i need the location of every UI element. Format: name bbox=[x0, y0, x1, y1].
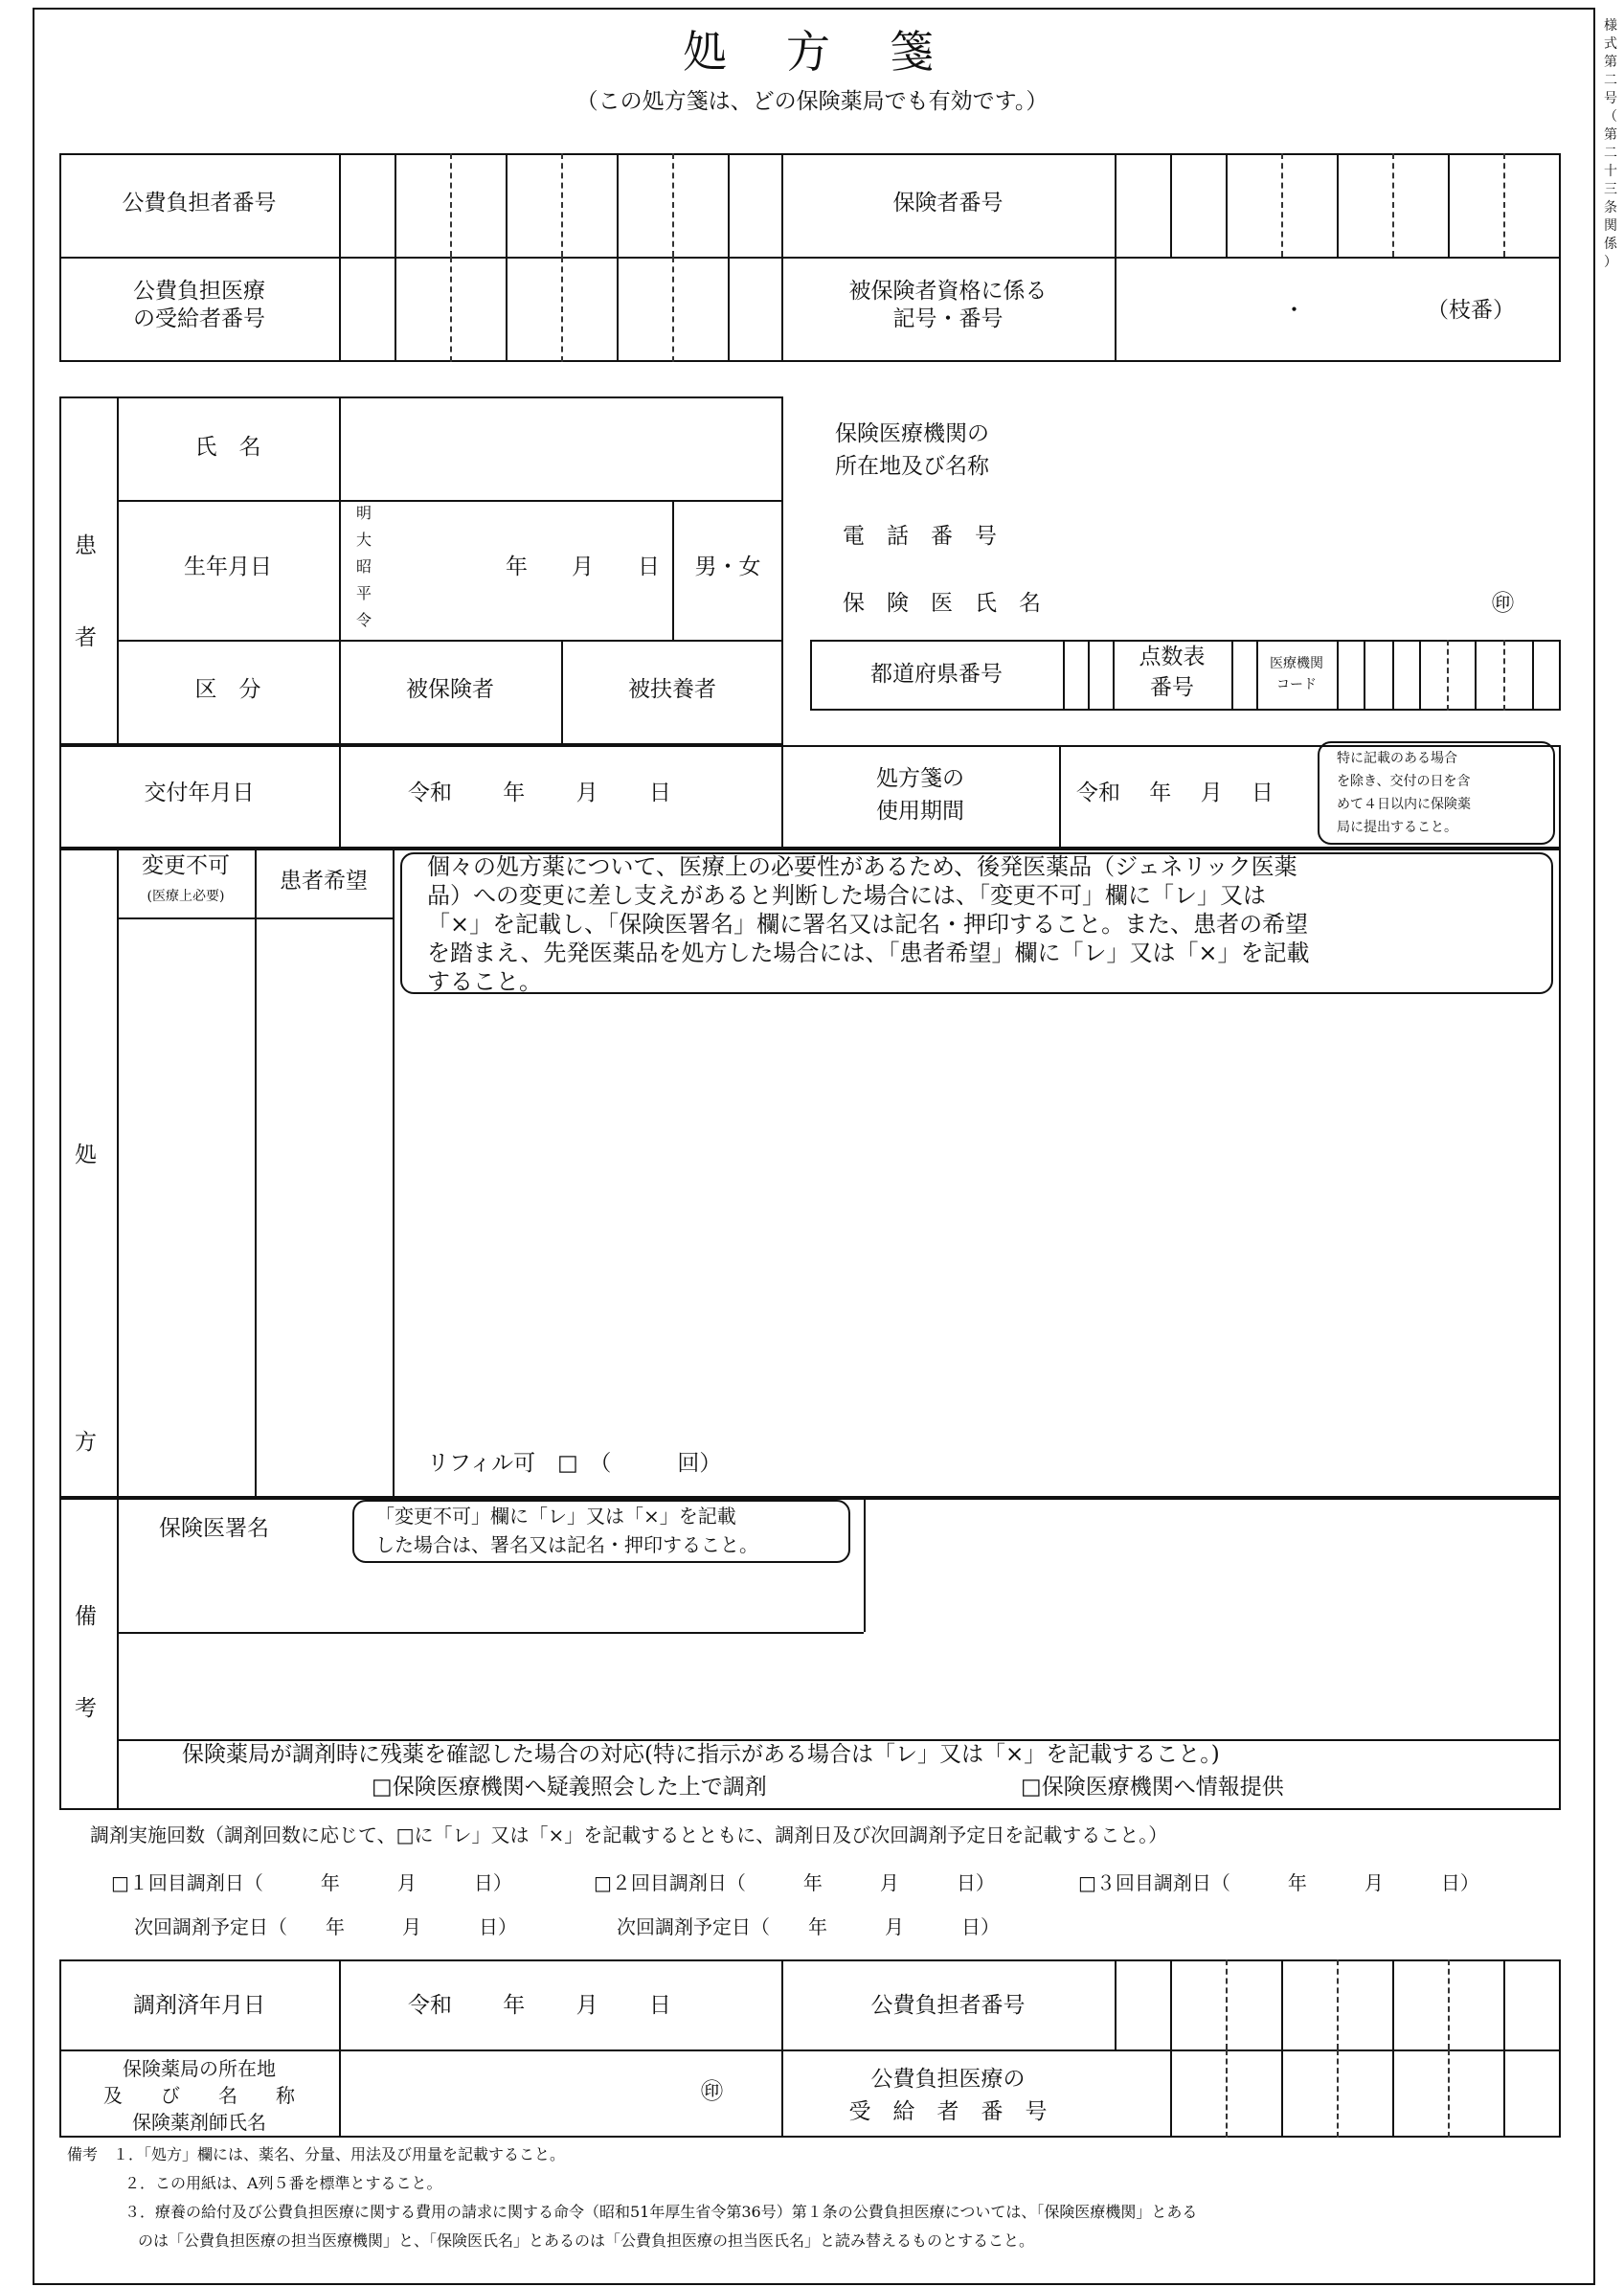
patient-birth-label: 生年月日 bbox=[184, 555, 272, 579]
residual-option-inquiry[interactable]: □保険医療機関へ疑義照会した上で調剤 bbox=[372, 1775, 767, 1800]
patient-name-label: 氏 名 bbox=[194, 435, 261, 460]
birth-ymd: 年 月 日 bbox=[506, 555, 660, 579]
issue-date-label: 交付年月日 bbox=[144, 781, 255, 805]
public-recipient-no-label: 公費負担医療 の受給者番号 bbox=[133, 279, 265, 331]
dispense-date-3[interactable]: □３回目調剤日（ 年 月 日） bbox=[1078, 1871, 1479, 1894]
doctor-signature-label: 保険医署名 bbox=[159, 1516, 269, 1541]
residual-drug-instruction: 保険薬局が調剤時に残薬を確認した場合の対応(特に指示がある場合は「レ」又は「×」を記載すること。) bbox=[182, 1742, 1220, 1767]
note-3: ３．療養の給付及び公費負担医療に関する費用の請求に関する命令（昭和51年厚生省令第36号）第１条の公費負担医療については、「保険医療機関」とある bbox=[124, 2203, 1198, 2221]
prescription-section-label: 処 方 bbox=[75, 1143, 97, 1455]
usage-period-note: 特に記載のある場合 を除き、交付の日を含 めて４日以内に保険薬 局に提出すること。 bbox=[1337, 751, 1471, 835]
residual-option-info[interactable]: □保険医療機関へ情報提供 bbox=[1021, 1775, 1284, 1800]
bottom-public-payer-label: 公費負担者番号 bbox=[870, 1993, 1026, 2018]
note-2: ２．この用紙は、A列５番を標準とすること。 bbox=[124, 2174, 442, 2192]
dependent-option[interactable]: 被扶養者 bbox=[628, 677, 716, 702]
refill-option[interactable]: リフィル可 □ （ 回） bbox=[427, 1451, 722, 1476]
usage-period-label: 処方箋の 使用期間 bbox=[876, 766, 964, 824]
prescription-instructions: 個々の処方薬について、医療上の必要性があるため、後発医薬品（ジェネリック医薬 品）への変更に差し支えがあると判断した場合には、「変更不可」欄に「レ」又は 「×」を記載し、「保険医署名」欄に署名又は記名・押印すること。また、患者の希望 を踏まえ、先発医薬品を処方した場合には、「患者希望」欄に「レ」又は「×」を記載 すること。 bbox=[427, 853, 1310, 995]
branch-no-label: （枝番） bbox=[1427, 298, 1515, 323]
dispensed-date-value: 令和 年 月 日 bbox=[408, 1993, 671, 2018]
institution-seal: ㊞ bbox=[1492, 591, 1514, 616]
note-1: 備考 １．「処方」欄には、薬名、分量、用法及び用量を記載すること。 bbox=[67, 2145, 566, 2163]
dispense-count-header: 調剤実施回数（調剤回数に応じて、□に「レ」又は「×」を記載するとともに、調剤日及び次回調剤予定日を記載すること。） bbox=[90, 1823, 1168, 1846]
pref-no-label: 都道府県番号 bbox=[870, 662, 1003, 687]
form-number bbox=[1599, 17, 1622, 272]
next-dispense-date-2[interactable]: 次回調剤予定日（ 年 月 日） bbox=[617, 1915, 1000, 1938]
form-subtitle: （この処方箋は、どの保険薬局でも有効です。） bbox=[575, 89, 1049, 114]
public-payer-no-label: 公費負担者番号 bbox=[122, 191, 277, 215]
dispensed-date-label: 調剤済年月日 bbox=[133, 1993, 265, 2018]
dispense-date-1[interactable]: □１回目調剤日（ 年 月 日） bbox=[111, 1871, 512, 1894]
note-3-cont: のは「公費負担医療の担当医療機関」と、「保険医氏名」とあるのは「公費負担医療の担当医氏名」と読み替えるものとすること。 bbox=[138, 2231, 1035, 2250]
dispense-date-2[interactable]: □２回目調剤日（ 年 月 日） bbox=[594, 1871, 995, 1894]
form-number-chars: 様 式 第 二 号 （ 第 二 十 三 条 関 係 ） bbox=[1604, 18, 1617, 270]
issue-date-value: 令和 年 月 日 bbox=[408, 781, 671, 805]
insured-symbol-label: 被保険者資格に係る 記号・番号 bbox=[848, 279, 1048, 331]
insured-option[interactable]: 被保険者 bbox=[406, 677, 494, 702]
remarks-section-label: 備 考 bbox=[75, 1604, 97, 1721]
next-dispense-date-1[interactable]: 次回調剤予定日（ 年 月 日） bbox=[134, 1915, 517, 1938]
phone-label: 電 話 番 号 bbox=[843, 524, 997, 549]
no-change-header: 変更不可 bbox=[142, 853, 230, 878]
no-change-sub-header: (医療上必要) bbox=[147, 889, 225, 904]
patient-section-label: 患 者 bbox=[75, 533, 97, 650]
patient-wish-header: 患者希望 bbox=[280, 869, 368, 894]
bottom-recipient-label: 公費負担医療の 受 給 者 番 号 bbox=[848, 2067, 1048, 2124]
usage-period-date: 令和 年 月 日 bbox=[1076, 781, 1274, 805]
score-table-label: 点数表 番号 bbox=[1139, 645, 1206, 700]
pharmacy-label: 保険薬局の所在地 及 び 名 称 保険薬剤師氏名 bbox=[103, 2057, 295, 2134]
form-title: 処 方 箋 bbox=[683, 26, 941, 78]
institution-address-label: 保険医療機関の 所在地及び名称 bbox=[835, 421, 989, 479]
doctor-name-label: 保 険 医 氏 名 bbox=[843, 591, 1041, 616]
signature-note: 「変更不可」欄に「レ」又は「×」を記載 した場合は、署名又は記名・押印すること。 bbox=[375, 1505, 758, 1556]
sex-option[interactable]: 男・女 bbox=[694, 555, 761, 579]
category-label: 区 分 bbox=[194, 677, 261, 702]
institution-code-label: 医療機関 コード bbox=[1270, 656, 1323, 692]
era-list: 明 大 昭 平 令 bbox=[355, 504, 372, 629]
pharmacy-seal: ㊞ bbox=[701, 2079, 723, 2104]
insured-dot: ・ bbox=[1283, 298, 1305, 323]
insurer-no-label: 保険者番号 bbox=[892, 191, 1004, 215]
